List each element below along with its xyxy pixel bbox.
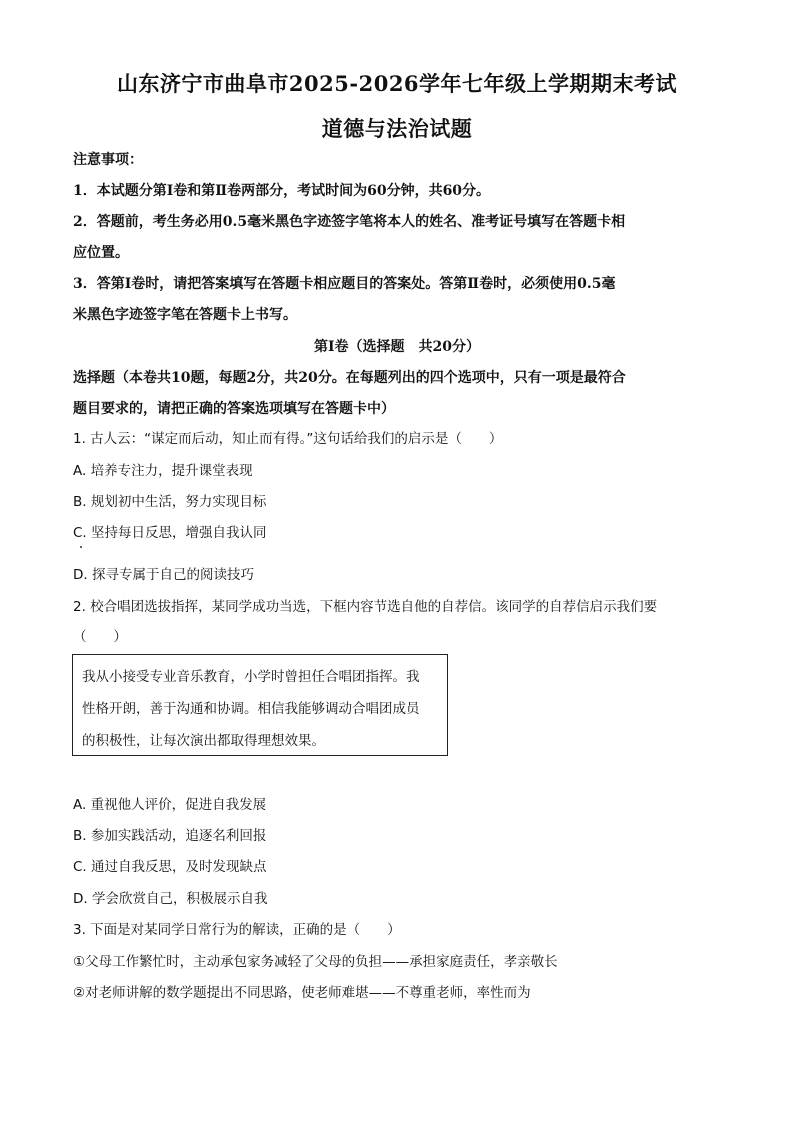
self-recommendation-box [72,654,448,756]
question-1-option-b: B. 规划初中生活，努力实现目标 [73,494,267,510]
box-line-3: 的积极性，让每次演出都取得理想效果。 [82,733,325,749]
question-1-stem: 1. 古人云：“谋定而后动，知止而有得。”这句话给我们的启示是（ ） [73,431,503,447]
question-1-option-a: A. 培养专注力，提升课堂表现 [73,463,253,479]
notes-heading: 注意事项： [73,152,143,168]
note-item-3-line-1: 3．答第Ⅰ卷时，请把答案填写在答题卡相应题目的答案处。答第Ⅱ卷时，必须使用0.5毫 [73,276,616,292]
question-2-option-c: C. 通过自我反思，及时发现缺点 [73,859,267,875]
question-2-stem-line-1: 2. 校合唱团选拔指挥，某同学成功当选，下框内容节选自他的自荐信。该同学的自荐信启示我们要 [73,599,658,615]
question-2-stem-line-2: （ ） [73,629,127,645]
box-line-1: 我从小接受专业音乐教育，小学时曾担任合唱团指挥。我 [82,669,420,685]
note-item-2-line-2: 应位置。 [73,245,129,261]
question-1-option-c: C. 坚持每日反思，增强自我认同 [73,525,267,541]
section-instructions-line-1: 选择题（本卷共10题，每题2分，共20分。在每题列出的四个选项中，只有一项是最符合 [73,370,626,386]
section-title: 第Ⅰ卷（选择题 共20分） [313,339,481,355]
note-item-2-line-1: 2．答题前，考生务必用0.5毫米黑色字迹签字笔将本人的姓名、准考证号填写在答题卡相 [73,214,626,230]
note-item-3-line-2: 米黑色字迹签字笔在答题卡上书写。 [73,307,297,323]
question-2-option-d: D. 学会欣赏自己，积极展示自我 [73,891,268,907]
question-3-stem: 3. 下面是对某同学日常行为的解读，正确的是（ ） [73,922,401,938]
question-1-option-d: D. 探寻专属于自己的阅读技巧 [73,567,254,583]
exam-title: 山东济宁市曲阜市2025-2026学年七年级上学期期末考试 [116,71,678,96]
section-instructions-line-2: 题目要求的，请把正确的答案选项填写在答题卡中） [73,401,395,417]
question-3-item-1: ①父母工作繁忙时，主动承包家务减轻了父母的负担——承担家庭责任，孝亲敬长 [73,954,558,970]
question-2-option-a: A. 重视他人评价，促进自我发展 [73,797,267,813]
question-3-item-2: ②对老师讲解的数学题提出不同思路，使老师难堪——不尊重老师，率性而为 [73,985,531,1001]
note-item-1: 1．本试题分第Ⅰ卷和第Ⅱ卷两部分，考试时间为60分钟，共60分。 [73,183,491,199]
exam-subject: 道德与法治试题 [321,116,473,141]
box-line-2: 性格开朗，善于沟通和协调。相信我能够调动合唱团成员 [82,701,420,717]
stray-dot [80,546,82,548]
question-2-option-b: B. 参加实践活动，追逐名利回报 [73,828,267,844]
